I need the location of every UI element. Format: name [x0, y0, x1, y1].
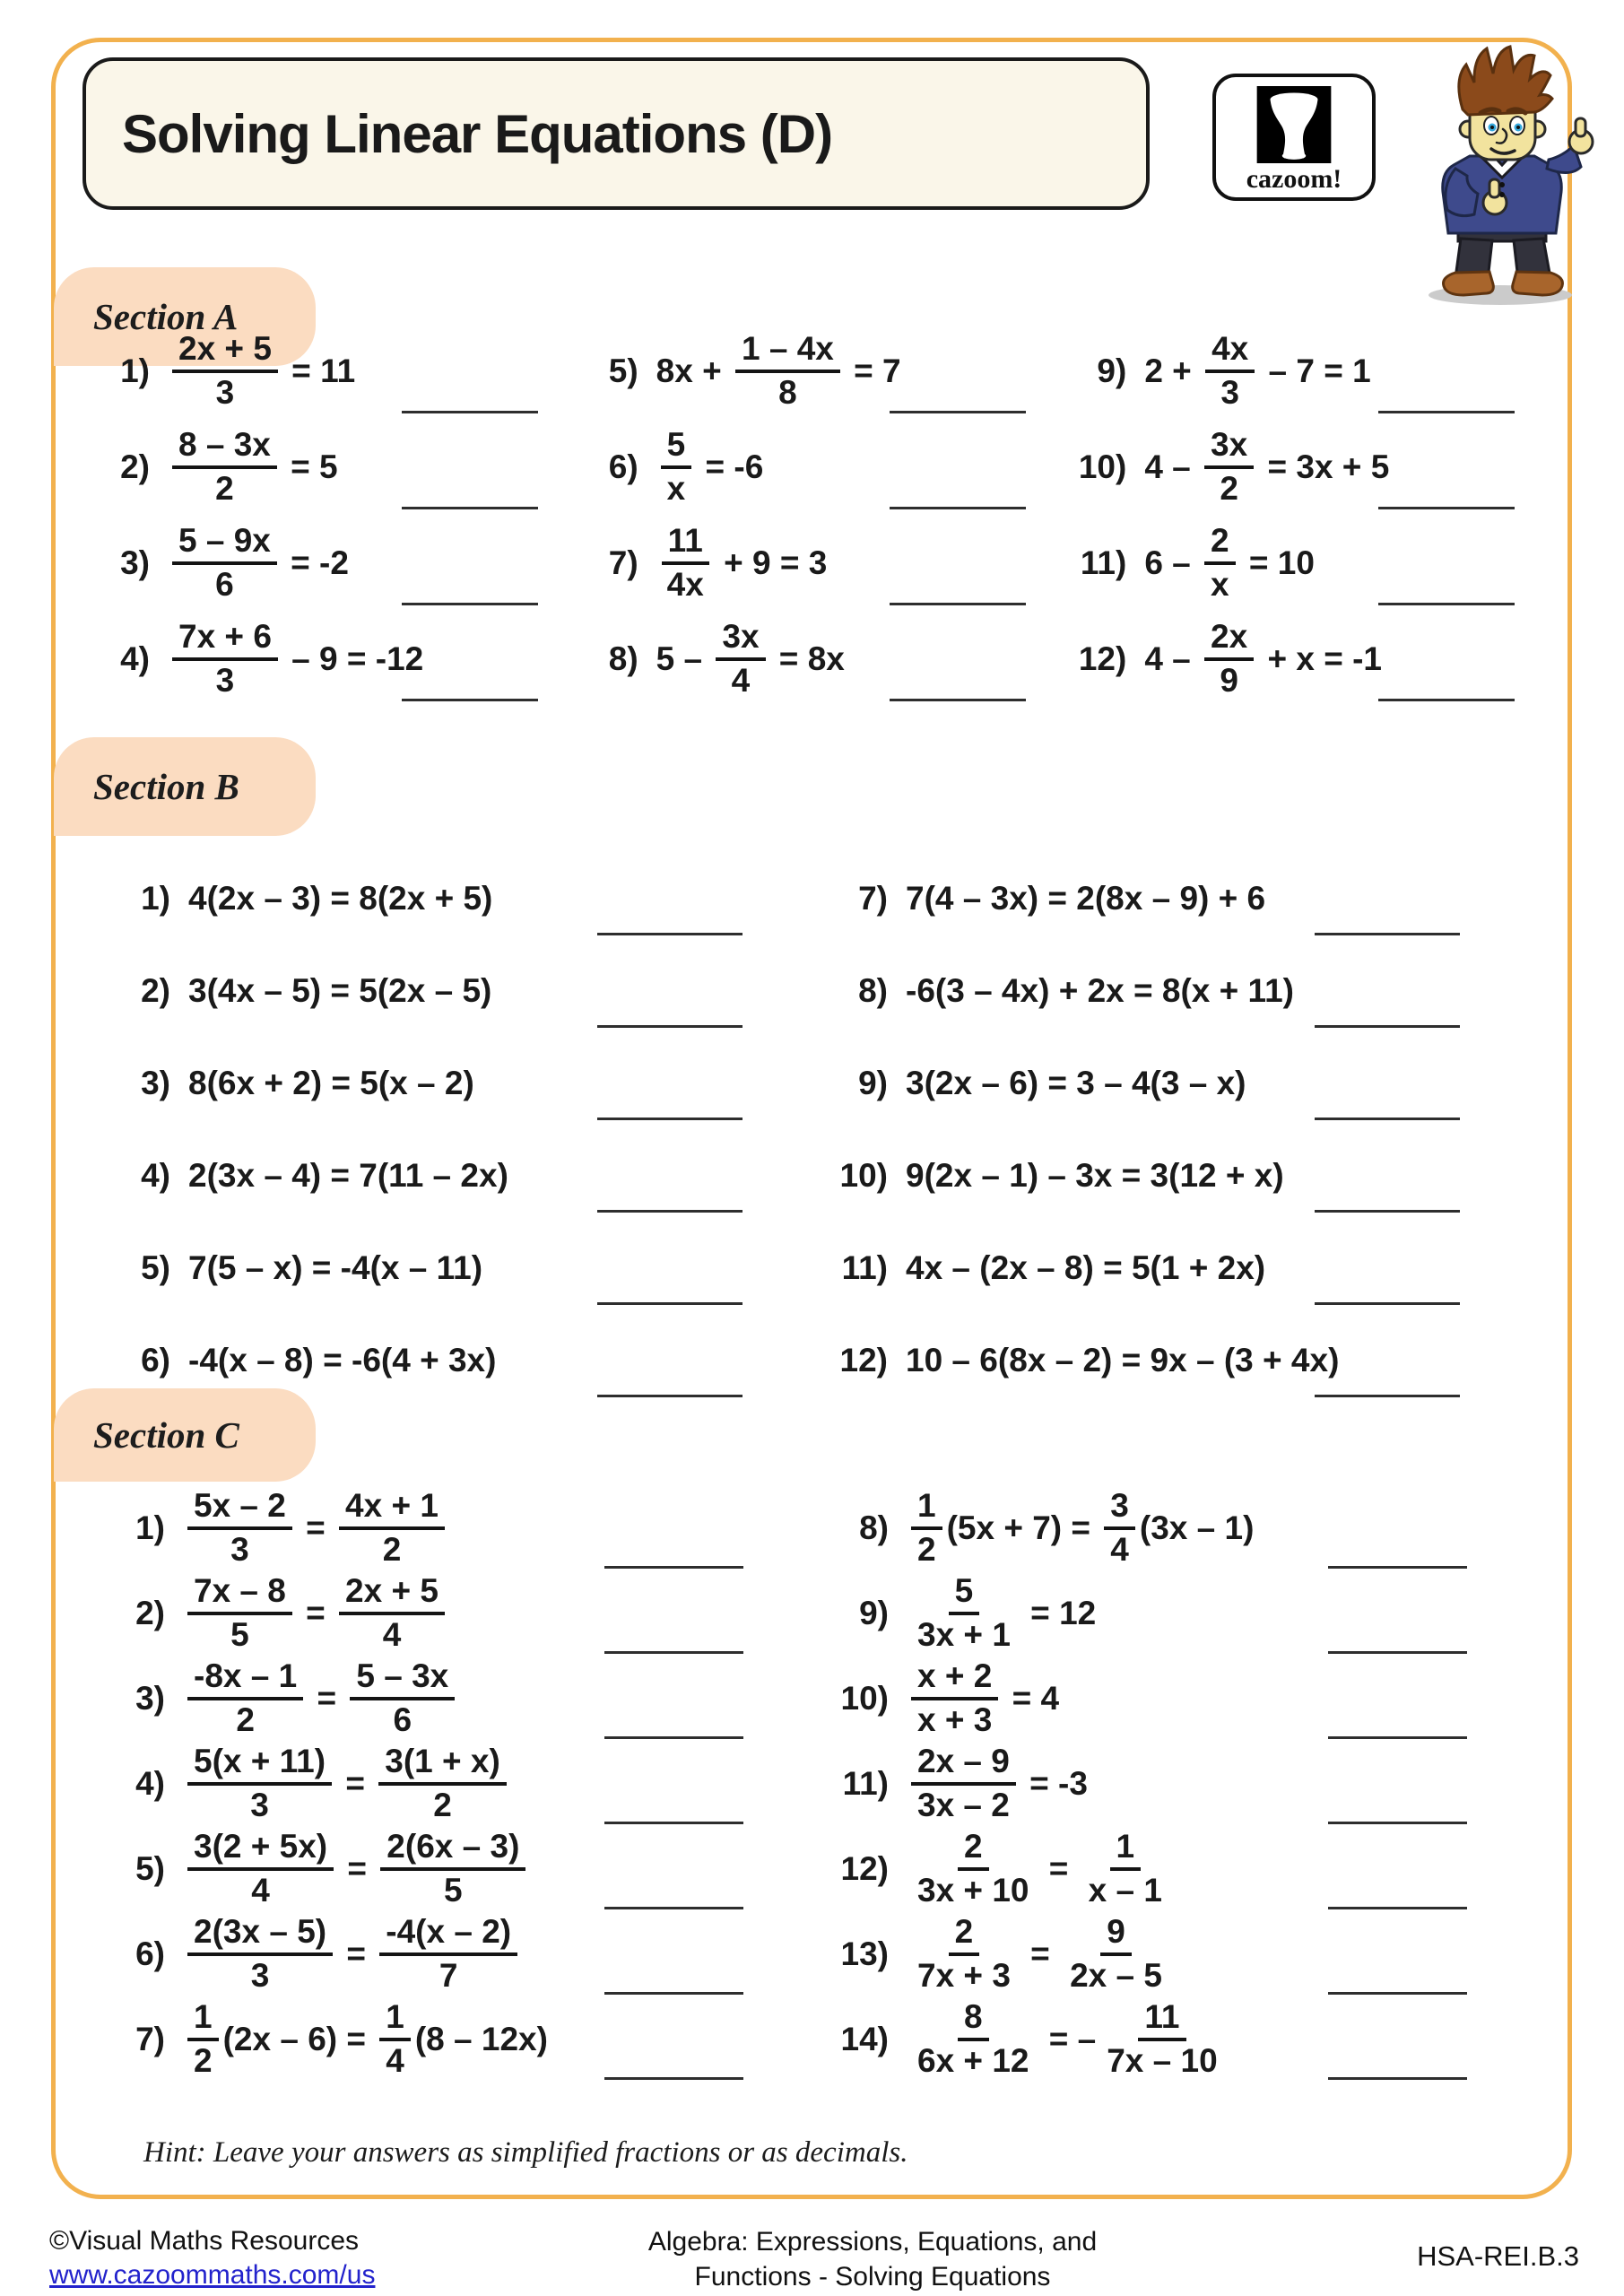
problem-number: 6) — [608, 448, 638, 485]
problem-number: 12) — [839, 1341, 888, 1378]
problem — [85, 515, 574, 611]
answer-line — [1315, 1210, 1460, 1213]
answer-line — [890, 603, 1026, 605]
answer-line — [1328, 1736, 1467, 1739]
problem-number: 8) — [608, 639, 638, 677]
problem — [85, 611, 574, 707]
problem-number: 5) — [141, 1248, 170, 1286]
equation: $\frac{2}{7x + 3}$ = $\frac{9}{2x - 5}$ — [907, 1915, 1173, 1994]
footer-copyright-block — [49, 2224, 435, 2292]
section-b-problems — [106, 852, 1541, 1406]
fraction: $\frac{3(2 + 5x)}{4}$ — [187, 1830, 334, 1909]
problem-number: 1) — [120, 352, 150, 389]
equation: 7(4 – 3x) = 2(8x – 9) + 6 — [906, 879, 1266, 917]
problem-number: 4) — [141, 1156, 170, 1194]
answer-line — [604, 1992, 743, 1995]
cazoom-logo — [1212, 74, 1376, 201]
answer-line — [1328, 1822, 1467, 1824]
fraction: $\frac{5(x + 11)}{3}$ — [187, 1744, 332, 1823]
equation: 4 – $\frac{2x}{9}$ + x = -1 — [1144, 617, 1383, 699]
problem-number: 2) — [141, 971, 170, 1009]
answer-line — [1328, 1907, 1467, 1909]
problem — [824, 1656, 1548, 1741]
problem — [824, 1996, 1548, 2082]
djembe-drum-icon — [1253, 86, 1335, 163]
answer-line — [604, 1736, 743, 1739]
problem-number: 11) — [842, 1764, 889, 1802]
answer-line — [597, 1025, 743, 1028]
fraction: $\frac{2(3x - 5)}{3}$ — [187, 1915, 333, 1994]
fraction: $\frac{1}{4}$ — [379, 2000, 411, 2079]
answer-line — [604, 1822, 743, 1824]
fraction: $\frac{11}{4x}$ — [661, 524, 710, 603]
problem — [85, 419, 574, 515]
problem — [823, 944, 1541, 1037]
equation: $\frac{2x + 5}{3}$ = 11 — [168, 332, 355, 411]
fraction: $\frac{4x + 1}{2}$ — [339, 1489, 445, 1568]
problem — [100, 1570, 824, 1656]
problem-number: 12) — [840, 1849, 889, 1887]
answer-line — [1328, 1992, 1467, 1995]
fraction: $\frac{3(1 + x)}{2}$ — [378, 1744, 507, 1823]
problem — [100, 1911, 824, 1996]
fraction: $\frac{7x + 6}{3}$ — [172, 620, 278, 699]
fraction: $\frac{2x + 5}{3}$ — [172, 332, 278, 411]
answer-line — [597, 1118, 743, 1120]
problem — [824, 1570, 1548, 1656]
equation: -4(x – 8) = -6(4 + 3x) — [188, 1341, 497, 1378]
equation: $\frac{5(x + 11)}{3}$ = $\frac{3(1 + x)}{2}$ — [183, 1744, 511, 1823]
fraction: $\frac{2}{3x + 10}$ — [917, 1827, 1029, 1909]
problem-number: 11) — [841, 1248, 888, 1286]
problem-number: 6) — [141, 1341, 170, 1378]
problem — [574, 419, 1063, 515]
title-box — [83, 57, 1150, 210]
problem-number: 9) — [859, 1594, 889, 1631]
answer-line — [402, 507, 538, 509]
problem-number: 5) — [135, 1849, 165, 1887]
answer-line — [604, 1907, 743, 1909]
answer-line — [890, 411, 1026, 413]
fraction: $\frac{1}{2}$ — [911, 1489, 942, 1568]
answer-line — [597, 1395, 743, 1397]
problem-number: 9) — [1097, 352, 1127, 389]
fraction: $\frac{5x - 2}{3}$ — [187, 1489, 292, 1568]
fraction: $\frac{2}{x}$ — [1204, 524, 1236, 603]
fraction: $\frac{8 - 3x}{2}$ — [172, 428, 277, 507]
problem-number: 6) — [135, 1935, 165, 1972]
equation: $\frac{7x + 6}{3}$ – 9 = -12 — [168, 620, 423, 699]
section-c-problems — [100, 1485, 1548, 2082]
equation: 8x + $\frac{1 - 4x}{8}$ = 7 — [656, 329, 901, 411]
equation: 3(4x – 5) = 5(2x – 5) — [188, 971, 492, 1009]
problem-number: 9) — [858, 1064, 888, 1101]
fraction: $\frac{2x}{9}$ — [1204, 620, 1254, 699]
fraction: $\frac{2}{7x + 3}$ — [917, 1912, 1011, 1994]
answer-line — [890, 699, 1026, 701]
answer-line — [1315, 933, 1460, 935]
problem-number: 1) — [141, 879, 170, 917]
equation: $\frac{2(3x - 5)}{3}$ = $\frac{-4(x - 2)}{7}$ — [183, 1915, 522, 1994]
answer-line — [1328, 2077, 1467, 2080]
equation: $\frac{1}{2}$ (2x – 6) = $\frac{1}{4}$ (8 – 12x) — [183, 2000, 548, 2079]
equation: 3(2x – 6) = 3 – 4(3 – x) — [906, 1064, 1246, 1101]
problem — [823, 1314, 1541, 1406]
equation: 4(2x – 3) = 8(2x + 5) — [188, 879, 493, 917]
problem — [106, 1037, 823, 1129]
equation: $\frac{8}{6x + 12}$ = – $\frac{11}{7x - 10}$ — [907, 2000, 1229, 2079]
section-b-label: Section B — [93, 766, 239, 807]
problem-number: 2) — [120, 448, 150, 485]
equation: $\frac{5}{x}$ = -6 — [656, 428, 764, 507]
equation: $\frac{2x - 9}{3x - 2}$ = -3 — [907, 1744, 1088, 1823]
problem-number: 7) — [135, 2020, 165, 2057]
equation: 9(2x – 1) – 3x = 3(12 + x) — [906, 1156, 1284, 1194]
topic-line-2: Functions - Solving Equations — [694, 2262, 1051, 2292]
section-a-label: Section A — [93, 296, 239, 337]
problem — [823, 1129, 1541, 1222]
fraction: $\frac{1}{2}$ — [187, 2000, 219, 2079]
hint-text: Hint: Leave your answers as simplified fractions or as decimals. — [143, 2136, 908, 2169]
problem — [574, 323, 1063, 419]
equation: $\frac{7x - 8}{5}$ = $\frac{2x + 5}{4}$ — [183, 1574, 449, 1653]
answer-line — [890, 507, 1026, 509]
fraction: $\frac{7x - 8}{5}$ — [187, 1574, 292, 1653]
equation: $\frac{5 - 9x}{6}$ = -2 — [168, 524, 349, 603]
problem-number: 3) — [141, 1064, 170, 1101]
topic-line-1: Algebra: Expressions, Equations, and — [647, 2227, 1098, 2257]
answer-line — [1315, 1025, 1460, 1028]
answer-line — [1315, 1118, 1460, 1120]
problem-number: 14) — [840, 2020, 889, 2057]
problem — [106, 852, 823, 944]
equation: 5 – $\frac{3x}{4}$ = 8x — [656, 617, 845, 699]
problem — [100, 1996, 824, 2082]
cazoommaths-link[interactable]: www.cazoommaths.com/us — [49, 2259, 376, 2290]
problem — [1062, 323, 1550, 419]
equation: -6(3 – 4x) + 2x = 8(x + 11) — [906, 971, 1294, 1009]
standard-code: HSA-REI.B.3 — [1417, 2240, 1579, 2272]
answer-line — [597, 933, 743, 935]
equation: 8(6x + 2) = 5(x – 2) — [188, 1064, 474, 1101]
fraction: $\frac{3x}{2}$ — [1204, 428, 1254, 507]
problem — [824, 1911, 1548, 1996]
problem — [824, 1826, 1548, 1911]
answer-line — [1328, 1566, 1467, 1569]
equation: 2(3x – 4) = 7(11 – 2x) — [188, 1156, 508, 1194]
fraction: $\frac{x + 2}{x + 3}$ — [911, 1659, 998, 1738]
answer-line — [402, 699, 538, 701]
answer-line — [1378, 603, 1515, 605]
problem — [1062, 611, 1550, 707]
problem — [100, 1741, 824, 1826]
problem — [574, 611, 1063, 707]
page-title: Solving Linear Equations (D) — [122, 103, 833, 164]
problem-number: 3) — [135, 1679, 165, 1717]
problem-number: 7) — [858, 879, 888, 917]
equation: $\frac{-8x - 1}{2}$ = $\frac{5 - 3x}{6}$ — [183, 1659, 459, 1738]
fraction: $\frac{8}{6x + 12}$ — [917, 1997, 1029, 2079]
fraction: $\frac{5}{x}$ — [661, 428, 692, 507]
equation: $\frac{5}{3x + 1}$ = 12 — [907, 1574, 1096, 1653]
fraction: $\frac{2(6x - 3)}{5}$ — [380, 1830, 525, 1909]
problem-number: 10) — [1078, 448, 1127, 485]
problem-number: 7) — [608, 544, 638, 581]
problem-number: 12) — [1078, 639, 1127, 677]
problem-number: 11) — [1080, 544, 1127, 581]
problem-number: 13) — [840, 1935, 889, 1972]
fraction: $\frac{3x}{4}$ — [716, 620, 765, 699]
answer-line — [402, 411, 538, 413]
answer-line — [1378, 411, 1515, 413]
answer-line — [1315, 1395, 1460, 1397]
section-c-label: Section C — [93, 1414, 239, 1456]
equation: 4x – (2x – 8) = 5(1 + 2x) — [906, 1248, 1266, 1286]
fraction: $\frac{1}{x - 1}$ — [1088, 1827, 1162, 1909]
problem — [100, 1485, 824, 1570]
equation: $\frac{8 - 3x}{2}$ = 5 — [168, 428, 338, 507]
answer-line — [1328, 1651, 1467, 1654]
section-c-header — [54, 1388, 316, 1482]
fraction: $\frac{-4(x - 2)}{7}$ — [379, 1915, 517, 1994]
equation: $\frac{11}{4x}$ + 9 = 3 — [656, 524, 828, 603]
equation: $\frac{2}{3x + 10}$ = $\frac{1}{x - 1}$ — [907, 1830, 1173, 1909]
copyright-text: ©Visual Maths Resources — [49, 2226, 360, 2256]
problem-number: 10) — [839, 1156, 888, 1194]
problem-number: 2) — [135, 1594, 165, 1631]
problem-number: 10) — [840, 1679, 889, 1717]
fraction: $\frac{3}{4}$ — [1104, 1489, 1135, 1568]
problem — [100, 1656, 824, 1741]
equation: 6 – $\frac{2}{x}$ = 10 — [1144, 521, 1315, 603]
problem — [106, 1129, 823, 1222]
problem-number: 8) — [859, 1509, 889, 1546]
answer-line — [597, 1210, 743, 1213]
footer-topic-block — [435, 2224, 1310, 2294]
fraction: $\frac{2x - 9}{3x - 2}$ — [911, 1744, 1016, 1823]
fraction: $\frac{-8x - 1}{2}$ — [187, 1659, 303, 1738]
fraction: $\frac{5 - 3x}{6}$ — [350, 1659, 455, 1738]
mascot-boy-illustration — [1388, 41, 1618, 310]
fraction: $\frac{5}{3x + 1}$ — [917, 1571, 1011, 1653]
answer-line — [402, 603, 538, 605]
answer-line — [1378, 507, 1515, 509]
cazoom-logo-text: cazoom! — [1246, 163, 1342, 194]
problem-number: 5) — [608, 352, 638, 389]
problem — [106, 1222, 823, 1314]
equation: 4 – $\frac{3x}{2}$ = 3x + 5 — [1144, 425, 1390, 507]
fraction: $\frac{11}{7x - 10}$ — [1107, 1997, 1218, 2079]
problem — [823, 1037, 1541, 1129]
answer-line — [1315, 1302, 1460, 1305]
problem-number: 1) — [135, 1509, 165, 1546]
problem-number: 4) — [135, 1764, 165, 1802]
problem-number: 4) — [120, 639, 150, 677]
answer-line — [604, 1651, 743, 1654]
problem — [1062, 419, 1550, 515]
answer-line — [597, 1302, 743, 1305]
footer — [49, 2224, 1579, 2294]
problem-number: 8) — [858, 971, 888, 1009]
equation: $\frac{3(2 + 5x)}{4}$ = $\frac{2(6x - 3)}{5}$ — [183, 1830, 530, 1909]
fraction: $\frac{1 - 4x}{8}$ — [735, 332, 840, 411]
equation: 7(5 – x) = -4(x – 11) — [188, 1248, 483, 1286]
equation: $\frac{x + 2}{x + 3}$ = 4 — [907, 1659, 1059, 1738]
problem — [824, 1741, 1548, 1826]
fraction: $\frac{2x + 5}{4}$ — [339, 1574, 445, 1653]
problem — [100, 1826, 824, 1911]
fraction: $\frac{4x}{3}$ — [1205, 332, 1255, 411]
equation: 2 + $\frac{4x}{3}$ – 7 = 1 — [1144, 329, 1371, 411]
answer-line — [1378, 699, 1515, 701]
section-a-problems — [85, 323, 1550, 707]
problem — [823, 852, 1541, 944]
fraction: $\frac{9}{2x - 5}$ — [1070, 1912, 1162, 1994]
problem — [106, 944, 823, 1037]
problem — [1062, 515, 1550, 611]
problem — [823, 1222, 1541, 1314]
fraction: $\frac{5 - 9x}{6}$ — [172, 524, 277, 603]
equation: 10 – 6(8x – 2) = 9x – (3 + 4x) — [906, 1341, 1340, 1378]
problem-number: 3) — [120, 544, 150, 581]
problem — [85, 323, 574, 419]
answer-line — [604, 2077, 743, 2080]
section-b-header — [54, 737, 316, 836]
answer-line — [604, 1566, 743, 1569]
problem — [574, 515, 1063, 611]
problem — [824, 1485, 1548, 1570]
equation: $\frac{1}{2}$ (5x + 7) = $\frac{3}{4}$ (3x – 1) — [907, 1489, 1254, 1568]
equation: $\frac{5x - 2}{3}$ = $\frac{4x + 1}{2}$ — [183, 1489, 449, 1568]
